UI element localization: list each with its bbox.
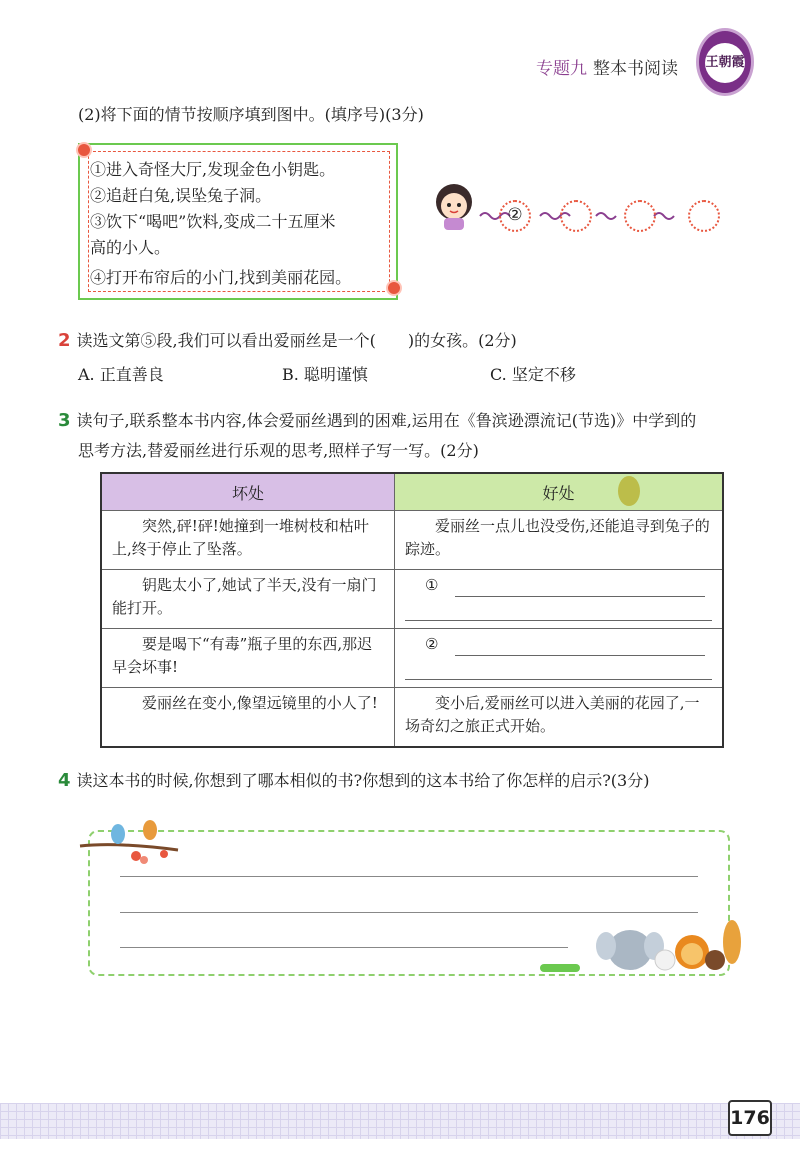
cell-bad: 突然,砰!砰!她撞到一堆树枝和枯叶上,终于停止了坠落。 [101,511,395,570]
cell-good: 爱丽丝一点儿也没受伤,还能追寻到兔子的踪迹。 [395,511,724,570]
plot-item-4: ④打开布帘后的小门,找到美丽花园。 [90,268,352,287]
plot-item-1: ①进入奇怪大厅,发现金色小钥匙。 [90,160,336,179]
q2-option-c[interactable]: C. 坚定不移 [490,365,576,384]
answer-cell-2[interactable] [395,629,724,688]
sequence-slot-2[interactable] [560,200,592,232]
cell-bad: 爱丽丝在变小,像望远镜里的小人了! [101,688,395,748]
animals-icon [540,912,750,978]
q3-text-1: 读句子,联系整本书内容,体会爱丽丝遇到的困难,运用在《鲁滨逊漂流记(节选)》中学到的 [76,411,697,430]
q3-table [100,472,724,748]
cell-good: 变小后,爱丽丝可以进入美丽的花园了,一场奇幻之旅正式开始。 [395,688,724,748]
sequence-slot-4[interactable] [688,200,720,232]
q3-number: 3 [58,410,71,431]
page-number: 176 [728,1100,772,1136]
q2-option-a[interactable]: A. 正直善良 [78,365,164,384]
leaf-icon [618,476,640,506]
cell-bad: 钥匙太小了,她试了半天,没有一扇门能打开。 [101,570,395,629]
footer-strip [0,1103,800,1139]
answer-line[interactable] [120,947,568,948]
table-row [101,688,723,748]
page-header [536,54,678,79]
table-row [101,629,723,688]
flower-icon [76,142,92,158]
answer-line[interactable] [120,876,698,877]
brand-logo [696,28,754,96]
q2-number: 2 [58,330,71,351]
answer-marker-1: ① [425,576,439,594]
q3-prompt-line1 [58,410,696,432]
birds-on-branch-icon [78,812,188,872]
answer-line[interactable] [405,597,712,621]
q2-text: 读选文第⑤段,我们可以看出爱丽丝是一个( )的女孩。(2分) [76,331,517,350]
q2-prompt [58,330,517,352]
flower-icon [386,280,402,296]
q2-option-b[interactable]: B. 聪明谨慎 [282,365,368,384]
girl-icon [436,184,472,230]
q1-sub-prompt: (2)将下面的情节按顺序填到图中。(填序号)(3分) [78,105,424,124]
answer-marker-2: ② [425,635,439,653]
col-header-good: 好处 [395,473,724,511]
plot-item-2: ②追赶白兔,误坠兔子洞。 [90,186,272,205]
answer-line[interactable] [405,656,712,680]
q4-text: 读这本书的时候,你想到了哪本相似的书?你想到的这本书给了你怎样的启示?(3分) [76,771,650,790]
brand-logo-text: 王朝霞 [705,43,745,83]
q4-prompt [58,770,649,792]
col-header-bad: 坏处 [101,473,395,511]
cell-bad: 要是喝下“有毒”瓶子里的东西,那迟早会坏事! [101,629,395,688]
sequence-slot-3[interactable] [624,200,656,232]
plot-items-box [78,143,398,300]
plot-item-3-cont: 高的小人。 [90,238,171,257]
q3-prompt-line2: 思考方法,替爱丽丝进行乐观的思考,照样子写一写。(2分) [78,441,479,460]
answer-cell-1[interactable] [395,570,724,629]
header-section: 整本书阅读 [593,59,678,79]
table-row [101,511,723,570]
table-row [101,570,723,629]
header-topic: 专题九 [536,59,587,79]
plot-item-3: ③饮下“喝吧”饮料,变成二十五厘米 [90,212,336,231]
q4-number: 4 [58,770,71,791]
sequence-slot-1[interactable]: ② [499,200,531,232]
